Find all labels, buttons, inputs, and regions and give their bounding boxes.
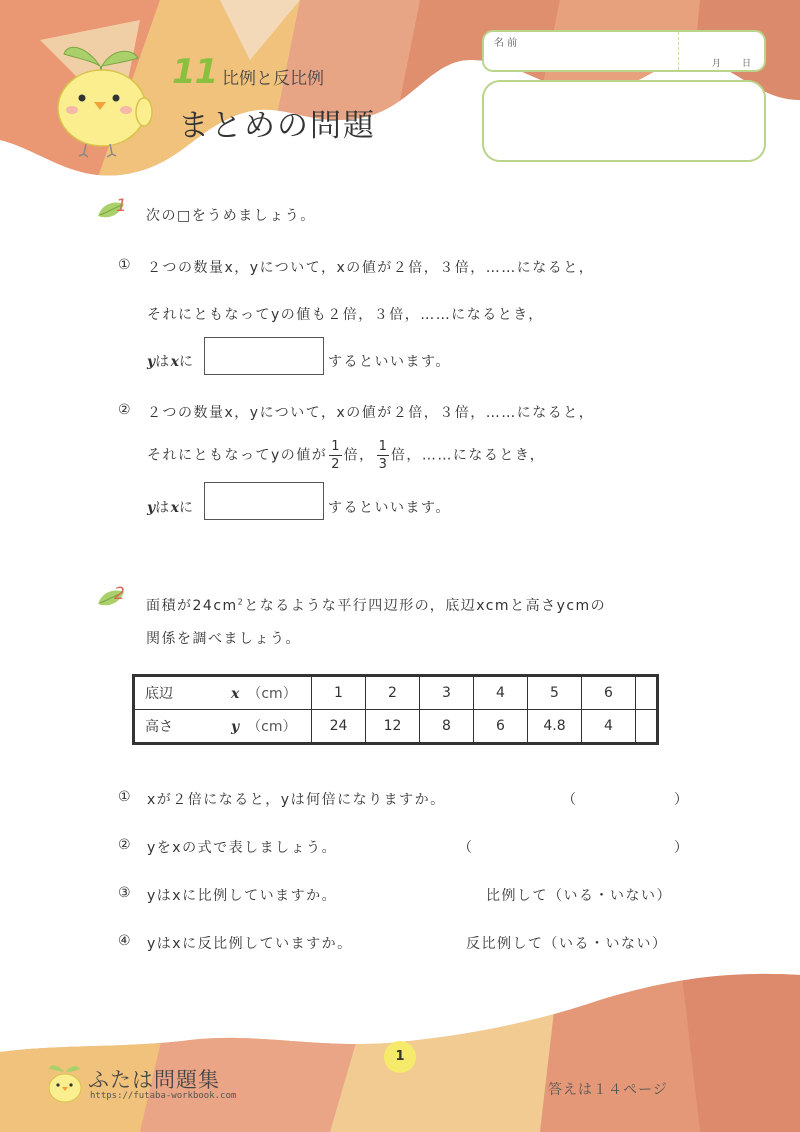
name-field[interactable]: [482, 30, 766, 72]
answer-field-p2-q1[interactable]: [580, 783, 672, 809]
answer-paren-open: （: [458, 840, 472, 856]
table-cell: 24: [312, 710, 366, 744]
fraction-numerator: 1: [378, 439, 387, 454]
q2-line3: [147, 497, 195, 517]
row-label: 底辺: [145, 686, 173, 702]
table-row: [134, 710, 658, 744]
question-marker: ①: [118, 257, 131, 273]
row-unit: （cm）: [247, 686, 297, 702]
answer-box-q1[interactable]: [204, 337, 324, 375]
q2-line2-prefix: それにともなってyの値が: [147, 447, 328, 464]
table-cell: 4: [582, 710, 636, 744]
intro-rest: となるような平行四辺形の，底辺xcmと高さycmの: [244, 598, 607, 614]
problem2-intro: [146, 595, 606, 615]
question-marker: ①: [118, 789, 131, 805]
table-cell: 4: [474, 676, 528, 710]
var-x: x: [170, 354, 179, 370]
var-y: y: [147, 354, 156, 370]
var-x: x: [170, 500, 179, 516]
answer-paren-close: ）: [674, 792, 688, 808]
q1-line3: [147, 351, 195, 371]
name-date-divider: [678, 32, 679, 70]
month-label: 月: [712, 59, 722, 69]
logo-text: ふたは問題集: [88, 1068, 220, 1092]
particle: は: [155, 500, 171, 516]
name-label: 名 前: [494, 38, 518, 49]
table-cell-blank: [636, 676, 658, 710]
table-cell: 4.8: [528, 710, 582, 744]
p2-q3-text: yはxに比例していますか。: [147, 888, 338, 904]
table-cell: 12: [366, 710, 420, 744]
answer-box-q2[interactable]: [204, 482, 324, 520]
superscript: 2: [237, 597, 245, 607]
p2-q4-text: yはxに反比例していますか。: [147, 936, 353, 952]
q1-line1: ２つの数量x，yについて，xの値が２倍，３倍，……になると，: [147, 260, 595, 276]
table-cell: 2: [366, 676, 420, 710]
particle: は: [155, 354, 171, 370]
row-header: [134, 676, 312, 710]
table-row: [134, 676, 658, 710]
table-cell: 5: [528, 676, 582, 710]
fraction-denominator: 2: [331, 457, 340, 472]
answer-page-note: 答えは１４ページ: [548, 1082, 668, 1098]
p2-q1-text: xが２倍になると，yは何倍になりますか。: [147, 792, 446, 808]
particle: に: [179, 354, 195, 370]
q2-suffix: するといいます。: [328, 500, 451, 516]
fraction-numerator: 1: [331, 439, 340, 454]
var-y: y: [147, 500, 156, 516]
table-cell: 6: [474, 710, 528, 744]
page-number-badge: 1: [384, 1041, 416, 1073]
chick-logo-icon: [44, 1062, 86, 1104]
unit-number: 11: [172, 52, 218, 92]
table-cell: 8: [420, 710, 474, 744]
leaf-number-icon: [96, 586, 130, 612]
fraction-one-third: [377, 438, 389, 473]
question-marker: ②: [118, 837, 131, 853]
table-cell: 3: [420, 676, 474, 710]
row-var: x: [231, 686, 240, 702]
particle: に: [179, 500, 195, 516]
problem1-instruction: 次の□をうめましょう。: [146, 208, 316, 224]
problem2-intro-line2: 関係を調べましょう。: [146, 631, 301, 647]
answer-paren-open: （: [562, 792, 576, 808]
fraction-denominator: 3: [378, 457, 387, 472]
q1-line2: それにともなってyの値も２倍，３倍，……になるとき，: [147, 307, 544, 323]
data-table: [132, 674, 659, 745]
intro-area: 面積が24cm: [146, 598, 238, 614]
p2-q2-text: yをxの式で表しましょう。: [147, 840, 338, 856]
page-title: まとめの問題: [178, 108, 376, 144]
day-label: 日: [742, 59, 752, 69]
problem-number: 1: [116, 196, 127, 216]
problem-number: 2: [114, 584, 125, 604]
table-cell: 1: [312, 676, 366, 710]
logo-url[interactable]: https://futaba-workbook.com: [90, 1091, 237, 1101]
chick-mascot-icon: [46, 36, 158, 158]
choice-proportional[interactable]: 比例して（いる・いない）: [486, 888, 672, 904]
q1-suffix: するといいます。: [328, 354, 451, 370]
answer-paren-close: ）: [674, 840, 688, 856]
question-marker: ②: [118, 402, 131, 418]
q2-line1: ２つの数量x，yについて，xの値が２倍，３倍，……になると，: [147, 405, 595, 421]
q2-line2-mid: 倍，: [343, 447, 375, 464]
score-box[interactable]: [482, 80, 766, 162]
table-cell-blank: [636, 710, 658, 744]
choice-inverse-proportional[interactable]: 反比例して（いる・いない）: [466, 936, 668, 952]
table-cell: 6: [582, 676, 636, 710]
question-marker: ③: [118, 885, 131, 901]
row-header: [134, 710, 312, 744]
unit-subtitle: 比例と反比例: [222, 69, 324, 89]
fraction-one-half: [329, 438, 341, 473]
row-unit: （cm）: [247, 719, 297, 735]
row-label: 高さ: [145, 719, 173, 735]
q2-line2: [147, 438, 545, 473]
answer-field-p2-q2[interactable]: [476, 831, 672, 857]
question-marker: ④: [118, 933, 131, 949]
row-var: y: [231, 719, 240, 735]
q2-line2-suffix: 倍，……になるとき，: [390, 447, 546, 464]
